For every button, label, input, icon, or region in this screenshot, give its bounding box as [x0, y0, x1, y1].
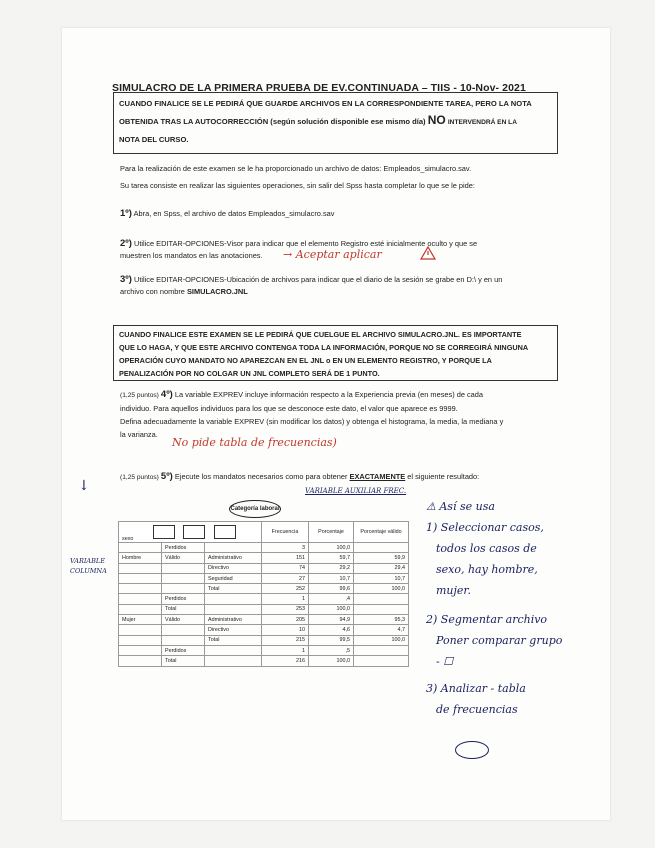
table-cell: [119, 625, 162, 635]
table-cell: 95,3: [354, 615, 409, 625]
table-cell: 151: [262, 553, 309, 563]
question-5: (1,25 puntos) 5º) Ejecute los mandatos necesarios como para obtener EXACTAMENTE el siguiente resultado:: [120, 471, 480, 482]
handwritten-arrow-icon: ↓: [78, 478, 90, 494]
table-cell: 100,0: [354, 584, 409, 594]
table-row: [119, 635, 409, 645]
table-row: [119, 543, 409, 553]
table-cell: 99,5: [309, 635, 354, 645]
question-1: 1º) Abra, en Spss, el archivo de datos Empleados_simulacro.sav: [120, 208, 335, 219]
table-cell: Total: [162, 604, 205, 614]
table-cell: [119, 543, 162, 553]
question-2: 2º) Utilice EDITAR-OPCIONES-Visor para indicar que el elemento Registro esté inicialmente oculto y que se muestren los mandatos en las anotaciones.: [120, 238, 478, 260]
table-cell: [354, 604, 409, 614]
header-frecuencia: Frecuencia: [262, 522, 309, 543]
table-cell: 1: [262, 594, 309, 604]
question-4: (1,25 puntos) 4º) La variable EXPREV incluye información respecto a la Experiencia previa (en meses) de cada individuo. Para aquellos individuos para los que se desconoce este dato, el valor que aparece es 9999. Defina adecuadamente la variable EXPREV (sin modificar los datos) y obtenga el histograma, la media, la mediana y la varianza.: [120, 389, 504, 439]
table-header: [119, 522, 409, 543]
table-cell: 59,9: [354, 553, 409, 563]
table-cell: [354, 656, 409, 666]
table-cell: [205, 543, 262, 553]
table-cell: [119, 594, 162, 604]
table-cell: 253: [262, 604, 309, 614]
table-caption-circled: Categoría laboral: [229, 500, 281, 518]
table-cell: 10,7: [309, 573, 354, 583]
table-cell: 252: [262, 584, 309, 594]
table-cell: Total: [205, 635, 262, 645]
table-row: [119, 615, 409, 625]
handwritten-q2-note: → Aceptar aplicar: [283, 248, 382, 261]
handwritten-q4-note: No pide tabla de frecuencias): [172, 436, 337, 449]
warning-triangle-icon: [420, 246, 436, 260]
table-row: [119, 573, 409, 583]
table-cell: [205, 656, 262, 666]
table-cell: Administrativo: [205, 553, 262, 563]
table-cell: [354, 594, 409, 604]
table-cell: Perdidos: [162, 594, 205, 604]
notice-box-jnl: CUANDO FINALICE ESTE EXAMEN SE LE PEDIRÁ QUE CUELGUE EL ARCHIVO SIMULACRO.JNL. ES IMPORTANTE QUE LO HAGA, Y QUE ESTE ARCHIVO CONTENGA TODA LA INFORMACIÓN, PORQUE NO SE CORREGIRÁ NINGUNA OPERACIÓN CUYO MANDATO NO APAREZCAN EN EL JNL o EN UN ELEMENTO REGISTRO, Y PORQUE LA PENALIZACIÓN POR NO COLGAR UN JNL COMPLETO SERÁ DE 1 PUNTO.: [113, 325, 558, 381]
table-cell: 100,0: [309, 543, 354, 553]
frequency-table: [118, 521, 409, 667]
table-cell: 4,7: [354, 625, 409, 635]
table-cell: Total: [205, 584, 262, 594]
table-cell: 3: [262, 543, 309, 553]
table-cell: [354, 645, 409, 655]
table-cell: [162, 584, 205, 594]
table-cell: 205: [262, 615, 309, 625]
table-cell: 59,7: [309, 553, 354, 563]
table-row: [119, 604, 409, 614]
table-cell: 100,0: [309, 656, 354, 666]
table-cell: ,4: [309, 594, 354, 604]
table-cell: Directivo: [205, 563, 262, 573]
table-cell: Directivo: [205, 625, 262, 635]
table-row: [119, 584, 409, 594]
table-row: [119, 656, 409, 666]
table-cell: Hombre: [119, 553, 162, 563]
table-cell: [162, 625, 205, 635]
table-cell: [162, 563, 205, 573]
table-cell: [162, 573, 205, 583]
notice-line: CUANDO FINALICE SE LE PEDIRÁ QUE GUARDE ARCHIVOS EN LA CORRESPONDIENTE TAREA, PERO LA NOTA: [119, 99, 532, 108]
table-cell: 10,7: [354, 573, 409, 583]
table-cell: Perdidos: [162, 645, 205, 655]
table-row: [119, 553, 409, 563]
table-cell: [119, 645, 162, 655]
table-cell: [119, 656, 162, 666]
table-row: [119, 594, 409, 604]
intro-text: Su tarea consiste en realizar las siguientes operaciones, sin salir del Spss hasta completar lo que se le pide:: [120, 181, 475, 190]
table-cell: Perdidos: [162, 543, 205, 553]
table-cell: 216: [262, 656, 309, 666]
handwritten-notes: ⚠ Así se usa 1) Seleccionar casos, todos los casos de sexo, hay hombre, mujer. 2) Segmentar archivo Poner comparar grupo - ☐ 3) Analizar - tabla de frecuencias: [426, 500, 563, 716]
table-cell: 4,6: [309, 625, 354, 635]
intro-text: Para la realización de este examen se le ha proporcionado un archivo de datos: Empleados_simulacro.sav.: [120, 164, 472, 173]
header-sexo: sexo: [122, 536, 134, 542]
table-cell: 29,4: [354, 563, 409, 573]
table-cell: [119, 573, 162, 583]
handwritten-side-note: VARIABLE COLUMNA: [70, 557, 107, 575]
header-valido: Porcentaje válido: [354, 522, 409, 543]
table-cell: [119, 563, 162, 573]
table-cell: [119, 584, 162, 594]
table-cell: 10: [262, 625, 309, 635]
header-porcentaje: Porcentaje: [309, 522, 354, 543]
notice-box-grading: [113, 92, 558, 154]
table-cell: [119, 635, 162, 645]
table-cell: 100,0: [309, 604, 354, 614]
table-cell: 74: [262, 563, 309, 573]
table-row: [119, 563, 409, 573]
table-cell: [354, 543, 409, 553]
table-cell: 99,6: [309, 584, 354, 594]
table-cell: Seguridad: [205, 573, 262, 583]
table-row: [119, 625, 409, 635]
table-cell: 29,2: [309, 563, 354, 573]
table-cell: [205, 594, 262, 604]
table-cell: [162, 635, 205, 645]
table-cell: Válido: [162, 615, 205, 625]
table-cell: [205, 604, 262, 614]
table-cell: 94,9: [309, 615, 354, 625]
table-cell: [119, 604, 162, 614]
table-cell: 215: [262, 635, 309, 645]
exam-title: SIMULACRO DE LA PRIMERA PRUEBA DE EV.CONTINUADA – TIIS - 10-Nov- 2021: [112, 82, 526, 94]
table-cell: 1: [262, 645, 309, 655]
question-3: 3º) Utilice EDITAR-OPCIONES-Ubicación de archivos para indicar que el diario de la sesión se grabe en D:\ y en un archivo con nombre SIMULACRO.JNL: [120, 274, 503, 296]
table-cell: 27: [262, 573, 309, 583]
handwritten-oval-icon: [455, 741, 489, 759]
table-cell: Válido: [162, 553, 205, 563]
handwritten-var-aux: VARIABLE AUXILIAR FREC.: [305, 487, 407, 495]
table-cell: Mujer: [119, 615, 162, 625]
table-cell: [205, 645, 262, 655]
table-cell: Total: [162, 656, 205, 666]
table-row: [119, 645, 409, 655]
table-cell: 100,0: [354, 635, 409, 645]
table-cell: Administrativo: [205, 615, 262, 625]
notice-line: OBTENIDA TRAS LA AUTOCORRECCIÓN (según solución disponible ese mismo día) NO INTERVENDRÁ EN LA: [119, 113, 517, 127]
table-cell: ,5: [309, 645, 354, 655]
notice-line: NOTA DEL CURSO.: [119, 135, 189, 144]
no-emphasis: NO: [427, 113, 446, 127]
